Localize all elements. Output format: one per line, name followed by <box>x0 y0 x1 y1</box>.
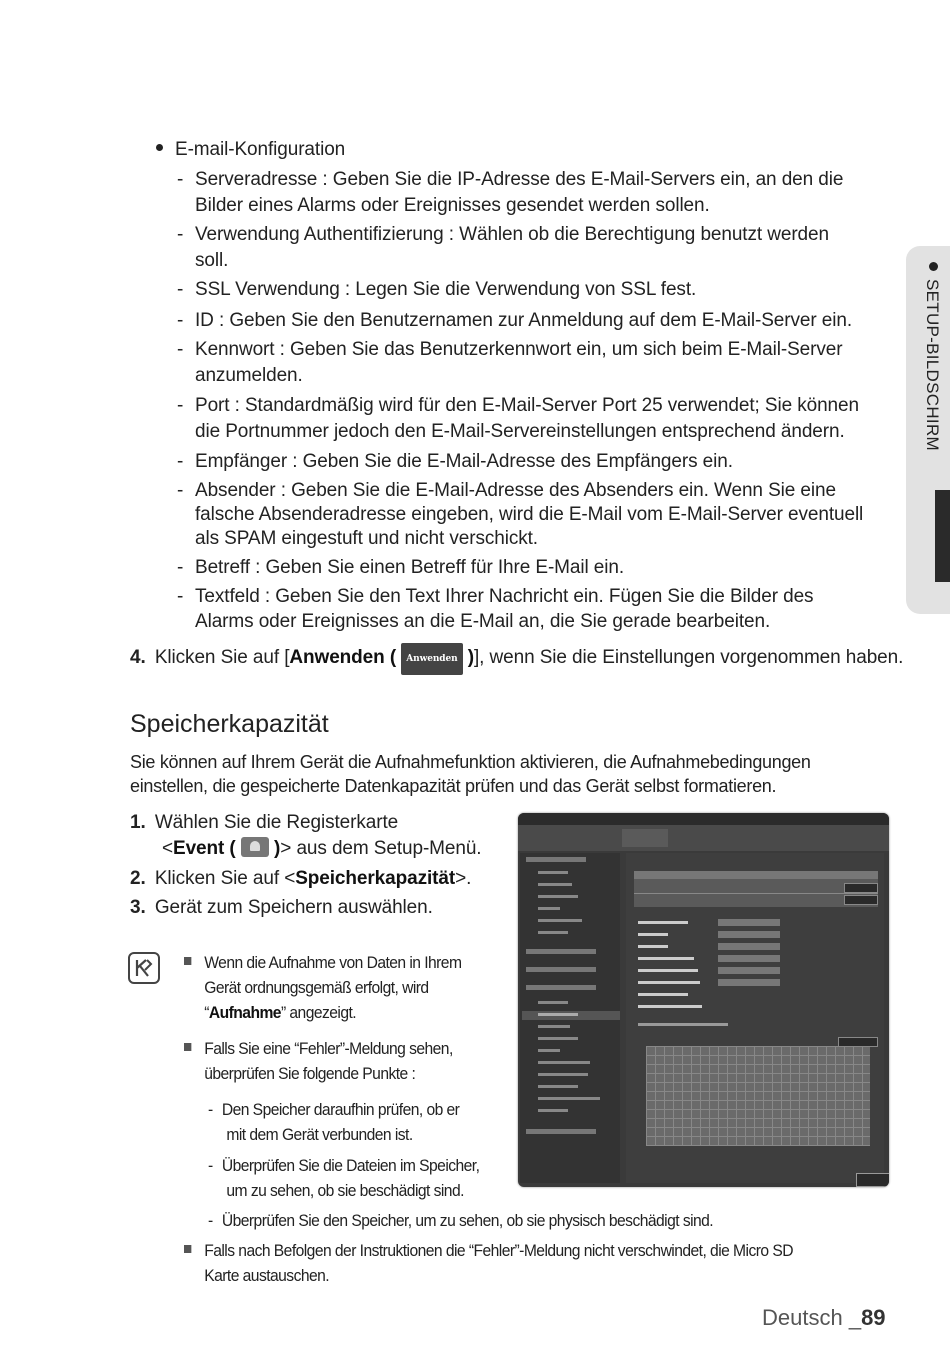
section-intro: Sie können auf Ihrem Gerät die Aufnahmefunktion aktivieren, die Aufnahmebedingungen einstellen, die gespeicherte Datenkapazität prüfen und das Gerät selbst formatieren. <box>130 752 811 796</box>
note-icon <box>128 952 160 984</box>
setup-screenshot <box>518 813 889 1187</box>
note-2: Falls Sie eine “Fehler”-Meldung sehen, überprüfen Sie folgende Punkte : <box>184 1036 453 1086</box>
event-icon <box>241 837 269 857</box>
step-4: 4. Klicken Sie auf [Anwenden ( Anwenden )], wenn Sie die Einstellungen vorgenommen haben. <box>130 643 903 675</box>
note-2-dash-1: - Den Speicher daraufhin prüfen, ob er mit dem Gerät verbunden ist. <box>208 1100 460 1144</box>
step-1-event-tab: <Event ( )> aus dem Setup-Menü. <box>162 838 482 859</box>
step-3: 3. Gerät zum Speichern auswählen. <box>130 897 433 918</box>
note-2-dash-2: - Überprüfen Sie die Dateien im Speicher, um zu sehen, ob sie beschädigt sind. <box>208 1156 480 1200</box>
apply-button-image: Anwenden <box>401 643 462 675</box>
side-tab-label: SETUP-BILDSCHIRM <box>906 262 946 482</box>
note-2-dash-3: - Überprüfen Sie den Speicher, um zu sehen, ob sie physisch beschädigt sind. <box>208 1211 714 1230</box>
page-footer: Deutsch _89 <box>762 1305 886 1330</box>
note-1: Wenn die Aufnahme von Daten in Ihrem Gerät ordnungsgemäß erfolgt, wird “Aufnahme” angezeigt. <box>184 950 461 1025</box>
email-config-heading: E-mail-Konfiguration <box>156 137 345 163</box>
section-title: Speicherkapazität <box>130 710 329 738</box>
note-3: Falls nach Befolgen der Instruktionen die “Fehler”-Meldung nicht verschwindet, die Micro SD Karte austauschen. <box>184 1238 793 1288</box>
step-2: 2. Klicken Sie auf <Speicherkapazität>. <box>130 868 472 889</box>
side-tab-marker <box>935 490 950 582</box>
step-1: 1. Wählen Sie die Registerkarte <box>130 812 399 833</box>
